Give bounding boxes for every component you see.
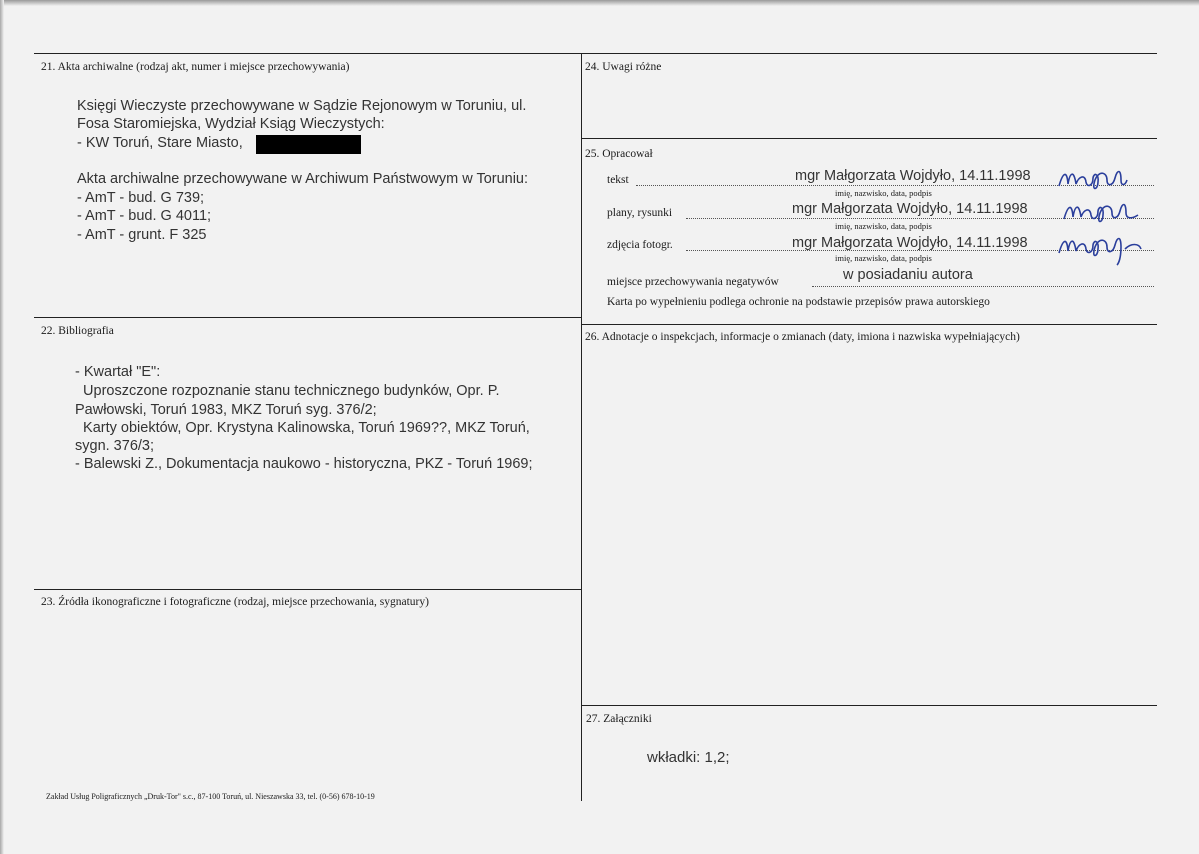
sec21-line: - AmT - bud. G 4011;	[77, 208, 212, 224]
sec23-heading: 23. Źródła ikonograficzne i fotograficzne (rodzaj, miejsce przechowania, sygnatury)	[41, 596, 429, 608]
signature-icon	[1055, 160, 1145, 194]
row-zdjecia-value: mgr Małgorzata Wojdyło, 14.11.1998	[792, 235, 1028, 251]
signature-icon	[1055, 227, 1147, 267]
sec21-line: Akta archiwalne przechowywane w Archiwum Państwowym w Toruniu:	[77, 171, 529, 187]
row-plany-hint: imię, nazwisko, data, podpis	[835, 221, 932, 231]
sec22-line: Pawłowski, Toruń 1983, MKZ Toruń syg. 376/2;	[75, 402, 377, 418]
row-plany-label: plany, rysunki	[607, 207, 673, 219]
divider-22-23	[34, 589, 581, 590]
row-tekst-value: mgr Małgorzata Wojdyło, 14.11.1998	[795, 168, 1031, 184]
sec27-heading: 27. Załączniki	[586, 713, 652, 725]
sec21-line: - AmT - grunt. F 325	[77, 227, 207, 243]
divider-24-25	[581, 138, 1157, 139]
negatives-line	[812, 286, 1154, 287]
sec21-line: - AmT - bud. G 739;	[77, 190, 205, 206]
row-tekst-label: tekst	[607, 174, 629, 186]
sec26-heading: 26. Adnotacje o inspekcjach, informacje o zmianach (daty, imiona i nazwiska wypełniających)	[585, 331, 1020, 343]
scan-edge-left	[0, 0, 4, 854]
sec22-heading: 22. Bibliografia	[41, 325, 114, 337]
sec22-line: Uproszczone rozpoznanie stanu technicznego budynków, Opr. P.	[75, 383, 500, 399]
negatives-label: miejsce przechowywania negatywów	[607, 276, 779, 288]
row-zdjecia-hint: imię, nazwisko, data, podpis	[835, 253, 932, 263]
divider-25-26	[581, 324, 1157, 325]
center-divider	[581, 53, 582, 801]
sec22-line: sygn. 376/3;	[75, 438, 154, 454]
negatives-value: w posiadaniu autora	[843, 267, 973, 283]
sec22-line: - Balewski Z., Dokumentacja naukowo - historyczna, PKZ - Toruń 1969;	[75, 456, 533, 472]
copyright-note: Karta po wypełnieniu podlega ochronie na podstawie przepisów prawa autorskiego	[607, 296, 990, 308]
sec21-line: Księgi Wieczyste przechowywane w Sądzie Rejonowym w Toruniu, ul.	[77, 98, 527, 114]
sec21-heading: 21. Akta archiwalne (rodzaj akt, numer i miejsce przechowywania)	[41, 61, 350, 73]
top-border	[34, 53, 1157, 54]
sec22-line: Karty obiektów, Opr. Krystyna Kalinowska, Toruń 1969??, MKZ Toruń,	[75, 420, 530, 436]
divider-21-22	[34, 317, 581, 318]
divider-26-27	[581, 705, 1157, 706]
redaction-bar	[256, 135, 361, 154]
sec21-line: Fosa Staromiejska, Wydział Ksiąg Wieczystych:	[77, 116, 385, 132]
sec24-heading: 24. Uwagi różne	[585, 61, 662, 73]
row-zdjecia-label: zdjęcia fotogr.	[607, 239, 673, 251]
sec21-line: - KW Toruń, Stare Miasto,	[77, 135, 243, 151]
printer-footer: Zakład Usług Poligraficznych „Druk-Tor" s.c., 87-100 Toruń, ul. Nieszawska 33, tel. (0-56) 678-10-19	[46, 792, 375, 801]
sec27-value: wkładki: 1,2;	[647, 749, 730, 766]
row-plany-value: mgr Małgorzata Wojdyło, 14.11.1998	[792, 201, 1028, 217]
sec25-heading: 25. Opracował	[585, 148, 653, 160]
row-tekst-hint: imię, nazwisko, data, podpis	[835, 188, 932, 198]
scan-edge-top	[0, 0, 1199, 6]
signature-icon	[1060, 193, 1150, 227]
sec22-line: - Kwartał "E":	[75, 364, 161, 380]
